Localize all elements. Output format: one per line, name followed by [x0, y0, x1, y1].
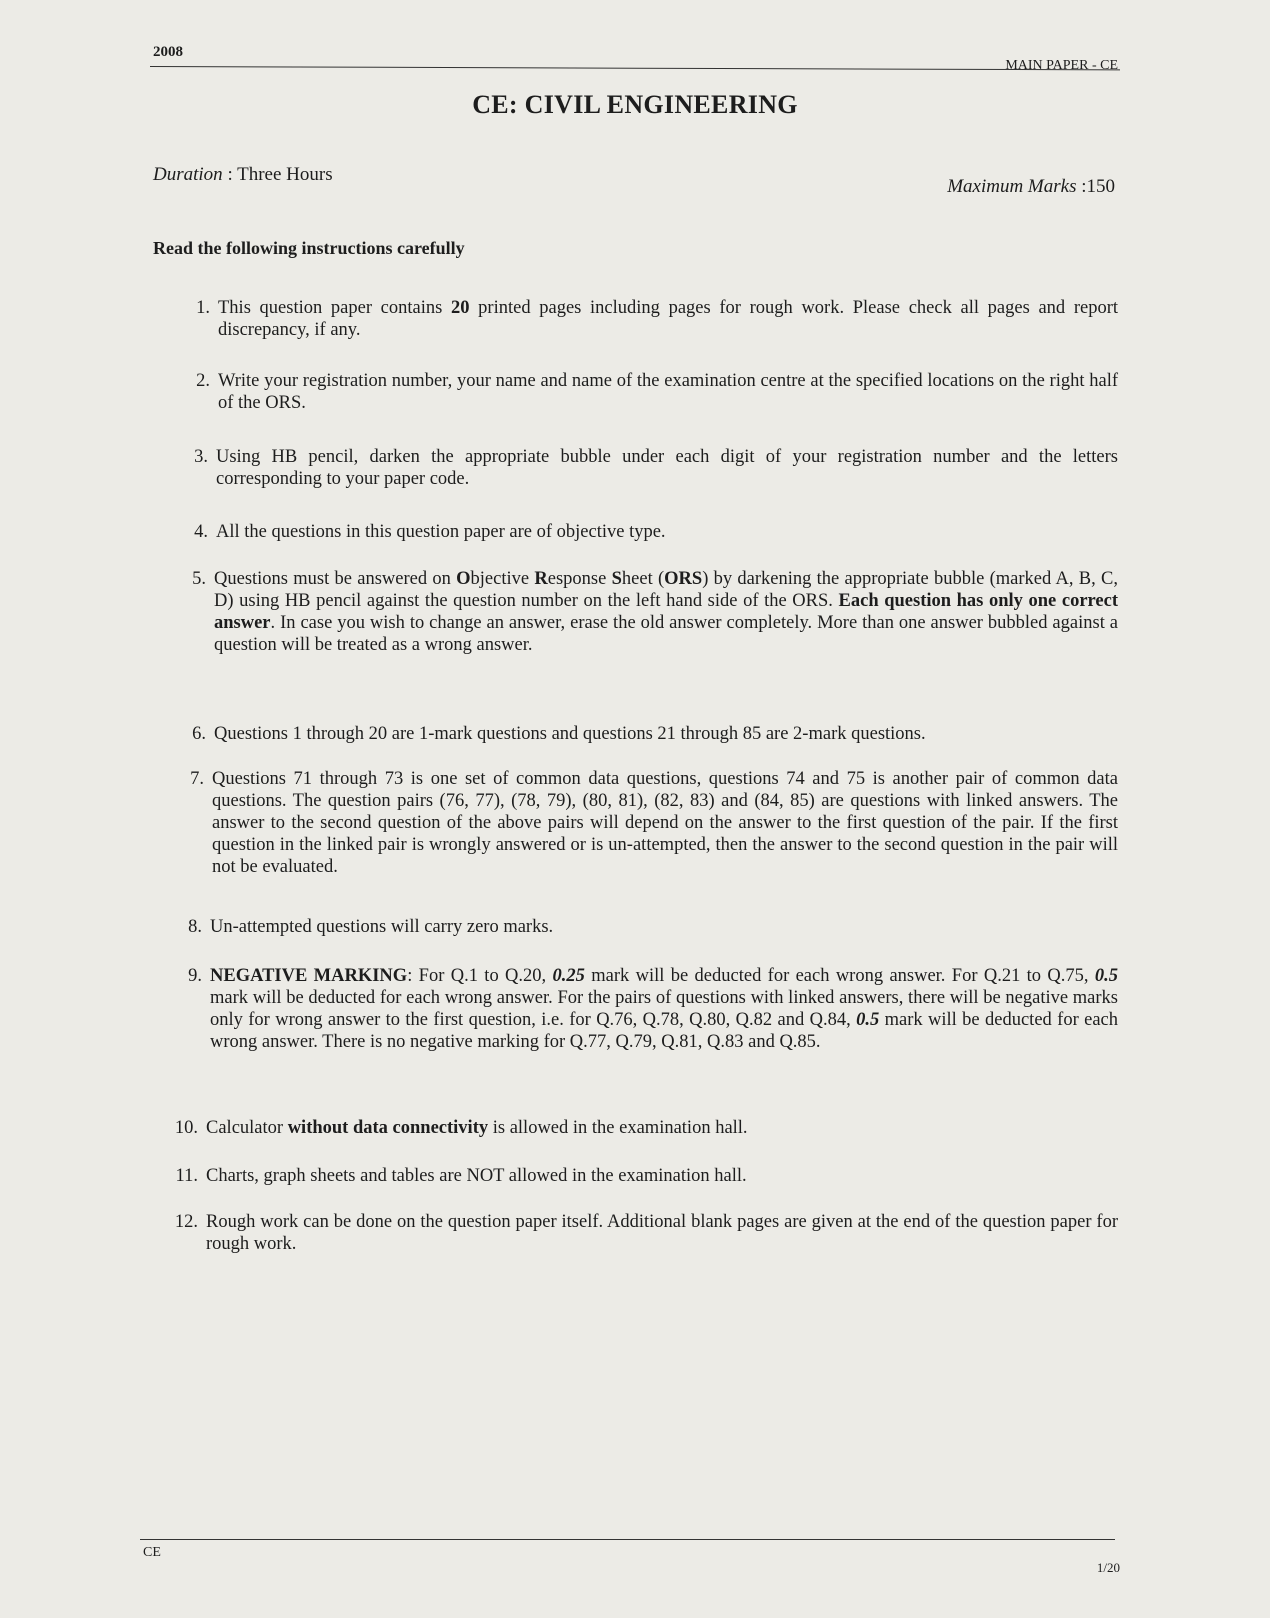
instruction-text — [214, 723, 1118, 745]
instruction-number: 8. — [188, 917, 202, 937]
instruction-text-run: All the questions in this question paper are of objective type. — [216, 522, 666, 542]
instruction-text-run: ) by darkening the appropriate bubble (marked A, B, C, D) using HB pencil against the question number on the left hand side of the ORS. — [214, 569, 1118, 611]
instruction-text — [206, 1211, 1118, 1255]
header-paper-code: MAIN PAPER - CE — [1005, 58, 1118, 73]
page-title: CE: CIVIL ENGINEERING — [472, 90, 798, 119]
instruction-emphasis: 20 — [451, 298, 470, 318]
duration-value: Three Hours — [237, 164, 333, 185]
instruction-text — [210, 916, 1118, 938]
header-rule — [150, 66, 1120, 70]
instruction-text-run: This question paper contains — [218, 298, 451, 318]
instruction-text-run: heet ( — [621, 569, 665, 589]
instruction-text-run: Write your registration number, your name and name of the examination centre at the specified locations on the right half of the ORS. — [218, 371, 1118, 413]
footer-paper-code: CE — [143, 1545, 161, 1560]
instruction-emphasis: Each question has only one correct answer — [214, 591, 1118, 633]
instruction-text — [216, 521, 1118, 543]
instruction-number: 6. — [192, 724, 206, 744]
instruction-number: 9. — [188, 966, 202, 986]
instructions-heading: Read the following instructions carefully — [153, 238, 465, 258]
instruction-number: 10. — [174, 1118, 198, 1138]
instruction-text-run: Un-attempted questions will carry zero marks. — [210, 917, 554, 937]
instruction-text-run: . In case you wish to change an answer, erase the old answer completely. More than one answer bubbled against a question will be treated as a wrong answer. — [214, 613, 1118, 655]
instruction-text-run: Charts, graph sheets and tables are NOT allowed in the examination hall. — [206, 1166, 747, 1186]
instruction-emphasis: 0.5 — [1094, 966, 1118, 986]
instruction-text-run: Questions 71 through 73 is one set of common data questions, questions 74 and 75 is another pair of common data questions. The question pairs (76, 77), (78, 79), (80, 81), (82, 83) and (84, 85) are questions with linked answers. The answer to the second question of the above pairs will depend on the answer to the first question of the pair. If the first question in the linked pair is wrongly answered or is un-attempted, then the answer to the second question in the pair will not be evaluated. — [212, 769, 1118, 877]
instruction-text-run: mark will be deducted for each wrong answer. For the pairs of questions with linked answers, there will be negative marks only for wrong answer to the first question, i.e. for Q.76, Q.78, Q.80, Q.82 and Q.84, — [210, 988, 1118, 1030]
instruction-number: 11. — [175, 1166, 198, 1186]
instruction-text-run: : For Q.1 to Q.20, — [407, 966, 553, 986]
instruction-emphasis: 0.5 — [856, 1010, 880, 1030]
instruction-text-run: is allowed in the examination hall. — [488, 1118, 748, 1138]
instruction-number: 2. — [196, 371, 210, 391]
instruction-number: 12. — [174, 1212, 198, 1232]
max-marks-value: 150 — [1086, 176, 1115, 197]
instruction-text-run: mark will be deducted for each wrong answer. There is no negative marking for Q.77, Q.79, Q.81, Q.83 and Q.85. — [210, 1010, 1118, 1052]
instruction-number: 7. — [190, 769, 204, 789]
instruction-text — [212, 768, 1118, 878]
instruction-text — [206, 1165, 1118, 1187]
duration-label: Duration — [153, 164, 223, 185]
instruction-emphasis: without data connectivity — [287, 1118, 489, 1138]
footer-rule — [140, 1539, 1115, 1540]
instruction-text-run: Calculator — [206, 1118, 288, 1138]
instruction-number: 4. — [194, 522, 208, 542]
instruction-emphasis: 0.25 — [552, 966, 585, 986]
instruction-text-run: esponse — [547, 569, 612, 589]
instruction-text-run: printed pages including pages for rough work. Please check all pages and report discrepancy, if any. — [218, 298, 1118, 340]
instruction-emphasis: ORS — [664, 569, 703, 589]
instruction-number: 5. — [192, 569, 206, 589]
instruction-emphasis: O — [456, 569, 471, 589]
duration: Duration : Three Hours — [153, 164, 333, 185]
instruction-text-run: mark will be deducted for each wrong answer. For Q.21 to Q.75, — [584, 966, 1095, 986]
maximum-marks: Maximum Marks :150 — [947, 176, 1115, 197]
instruction-text — [206, 1117, 1118, 1139]
instruction-emphasis: NEGATIVE MARKING — [210, 966, 408, 986]
instruction-text — [210, 965, 1118, 1053]
footer-page-number: 1/20 — [1096, 1560, 1120, 1575]
instruction-emphasis: S — [611, 569, 622, 589]
instruction-text — [216, 446, 1118, 490]
instruction-emphasis: R — [534, 569, 548, 589]
instruction-text-run: Questions must be answered on — [214, 569, 457, 589]
instruction-text-run: Using HB pencil, darken the appropriate bubble under each digit of your registration number and the letters corresponding to your paper code. — [216, 447, 1118, 489]
instruction-text — [214, 568, 1118, 656]
max-marks-label: Maximum Marks — [947, 176, 1077, 197]
instruction-number: 3. — [194, 447, 208, 467]
instruction-number: 1. — [196, 298, 210, 318]
header-year: 2008 — [153, 44, 183, 60]
instruction-text — [218, 370, 1118, 414]
instruction-text-run: Rough work can be done on the question paper itself. Additional blank pages are given at the end of the question paper for rough work. — [206, 1212, 1118, 1254]
instruction-text-run: Questions 1 through 20 are 1-mark questions and questions 21 through 85 are 2-mark questions. — [214, 724, 926, 744]
instruction-text-run: bjective — [470, 569, 535, 589]
instruction-text — [218, 297, 1118, 341]
